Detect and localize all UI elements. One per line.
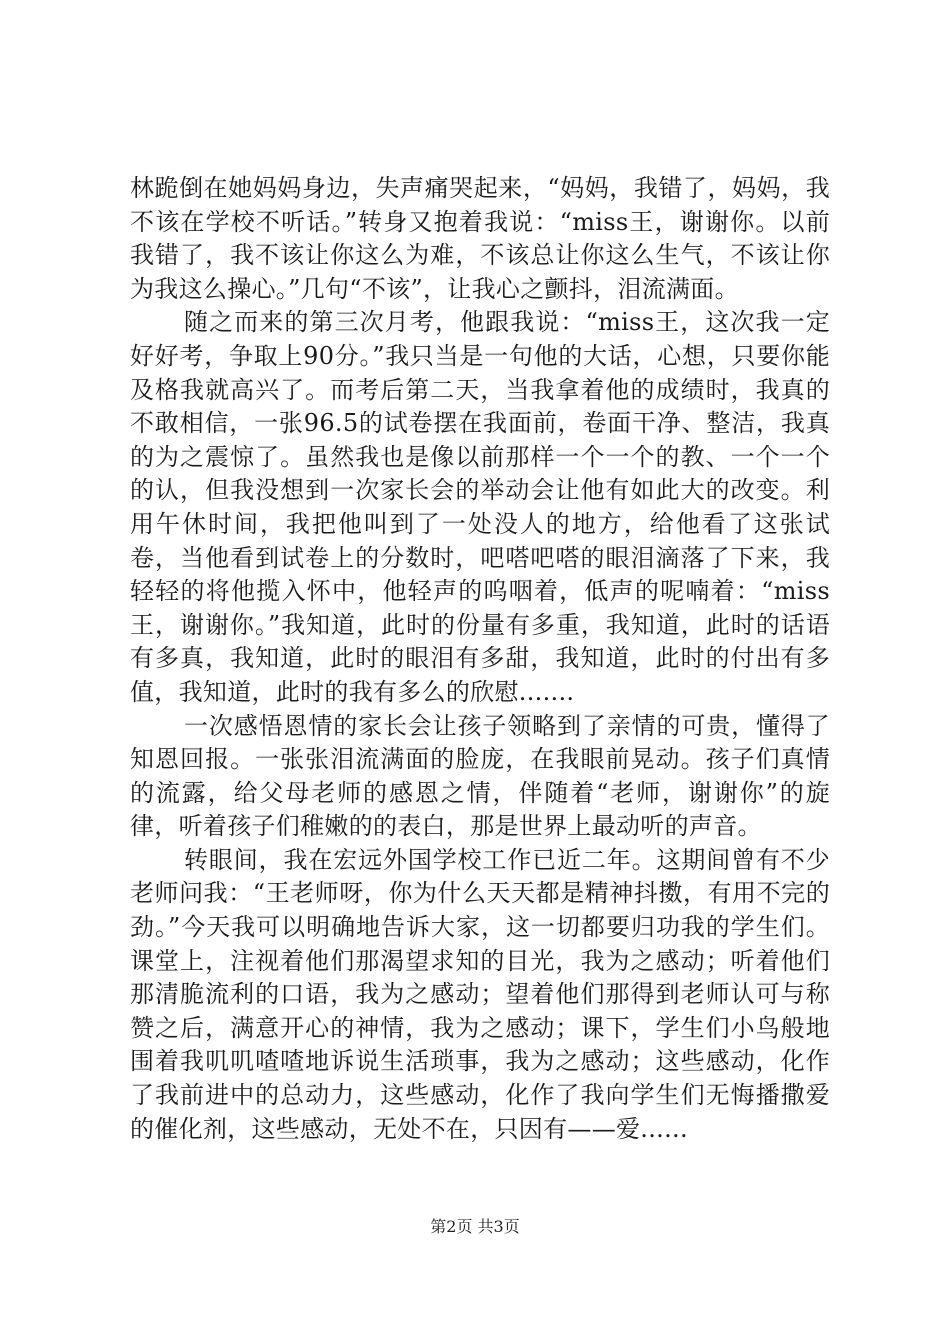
- paragraph-4: 转眼间，我在宏远外国学校工作已近二年。这期间曾有不少老师问我：“王老师呀，你为什么天天都是精神抖擞，有用不完的劲。”今天我可以明确地告诉大家，这一切都要归功我的学生们。课堂上，注视着他们那渴望求知的目光，我为之感动；听着他们那清脆流利的口语，我为之感动；望着他们那得到老师认可与称赞之后，满意开心的神情，我为之感动；课下，学生们小鸟般地围着我叽叽喳喳地诉说生活琐事，我为之感动；这些感动，化作了我前进中的总动力，这些感动，化作了我向学生们无悔播撒爱的催化剂，这些感动，无处不在，只因有——爱......: [130, 845, 830, 1143]
- paragraph-3: 一次感悟恩情的家长会让孩子领略到了亲情的可贵，懂得了知恩回报。一张张泪流满面的脸庞，在我眼前晃动。孩子们真情的流露，给父母老师的感恩之情，伴随着“老师，谢谢你”的旋律，听着孩子们稚嫩的的表白，那是世界上最动听的声音。: [130, 711, 830, 841]
- page-footer: [0, 1217, 950, 1237]
- paragraph-2: 随之而来的第三次月考，他跟我说：“miss王，这次我一定好好考，争取上90分。”我只当是一句他的大话，心想，只要你能及格我就高兴了。而考后第二天，当我拿着他的成绩时，我真的不敢相信，一张96.5的试卷摆在我面前，卷面干净、整洁，我真的为之震惊了。虽然我也是像以前那样一个一个的教、一个一个的认，但我没想到一次家长会的举动会让他有如此大的改变。利用午休时间，我把他叫到了一处没人的地方，给他看了这张试卷，当他看到试卷上的分数时，吧嗒吧嗒的眼泪滴落了下来，我轻轻的将他揽入怀中，他轻声的呜咽着，低声的呢喃着：“miss王，谢谢你。”我知道，此时的份量有多重，我知道，此时的话语有多真，我知道，此时的眼泪有多甜，我知道，此时的付出有多值，我知道，此时的我有多么的欣慰.......: [130, 308, 830, 706]
- page-number-label: 第2页 共3页: [430, 1217, 520, 1236]
- article-body: [130, 172, 830, 1146]
- paragraph-1: 林跪倒在她妈妈身边，失声痛哭起来，“妈妈，我错了，妈妈，我不该在学校不听话。”转身又抱着我说：“miss王，谢谢你。以前我错了，我不该让你这么为难，不该总让你这么生气，不该让你为我这么操心。”几句“不该”，让我心之颤抖，泪流满面。: [130, 174, 830, 303]
